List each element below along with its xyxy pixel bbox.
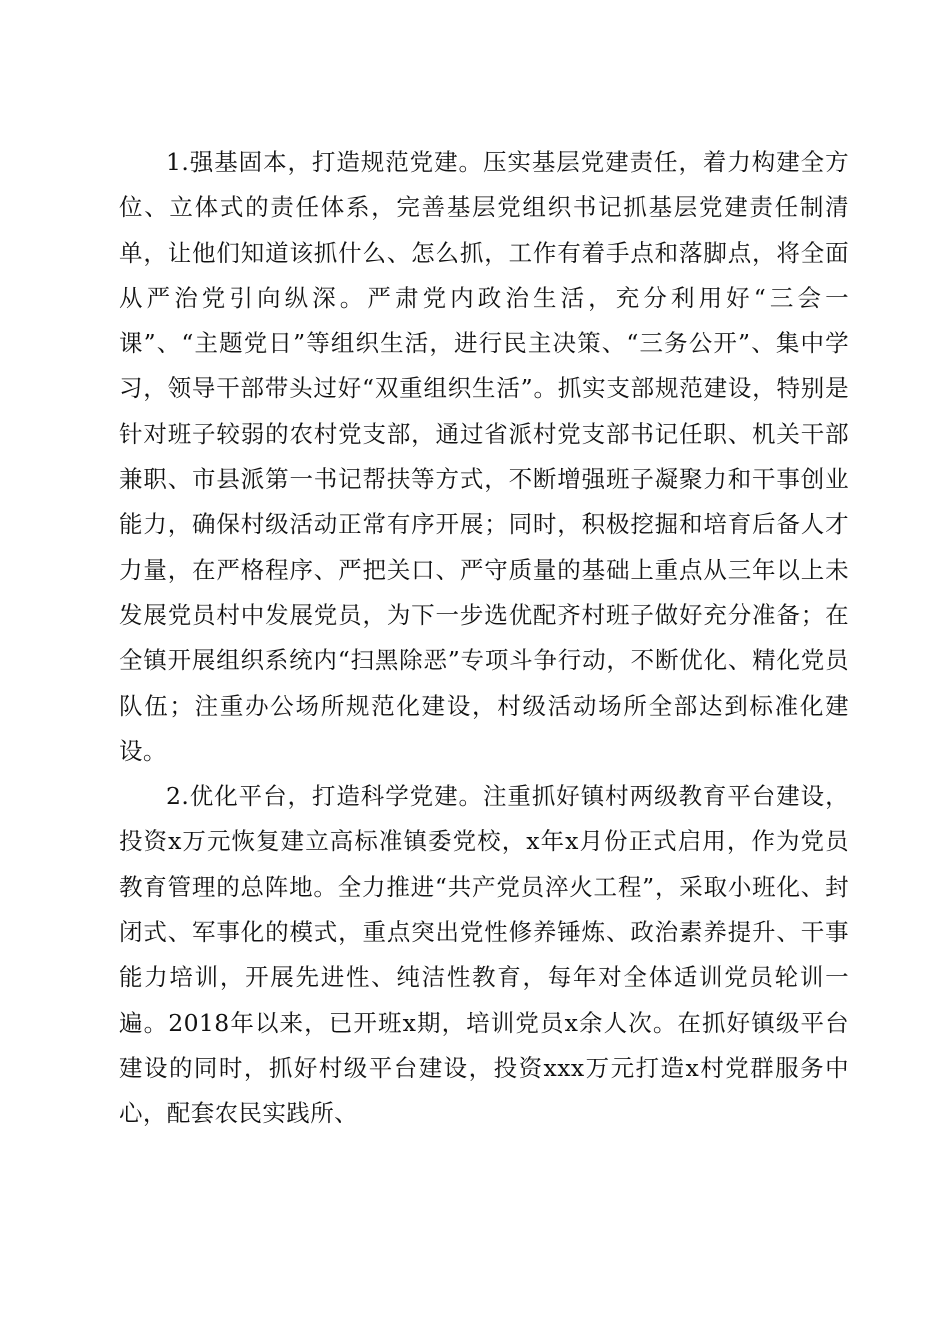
paragraph-1: 1.强基固本，打造规范党建。压实基层党建责任，着力构建全方位、立体式的责任体系，完善基层党组织书记抓基层党建责任制清单，让他们知道该抓什么、怎么抓，工作有着手点和落脚点，将全面从严治党引向纵深。严肃党内政治生活，充分利用好“三会一课”、“主题党日”等组织生活，进行民主决策、“三务公开”、集中学习，领导干部带头过好“双重组织生活”。抓实支部规范建设，特别是针对班子较弱的农村党支部，通过省派村党支部书记任职、机关干部兼职、市县派第一书记帮扶等方式，不断增强班子凝聚力和干事创业能力，确保村级活动正常有序开展；同时，积极挖掘和培育后备人才力量，在严格程序、严把关口、严守质量的基础上重点从三年以上未发展党员村中发展党员，为下一步选优配齐村班子做好充分准备；在全镇开展组织系统内“扫黑除恶”专项斗争行动，不断优化、精化党员队伍；注重办公场所规范化建设，村级活动场所全部达到标准化建设。	[119, 148, 849, 765]
paragraph-2: 2.优化平台，打造科学党建。注重抓好镇村两级教育平台建设，投资x万元恢复建立高标准镇委党校，x年x月份正式启用，作为党员教育管理的总阵地。全力推进“共产党员淬火工程”，采取小班化、封闭式、军事化的模式，重点突出党性修养锤炼、政治素养提升、干事能力培训，开展先进性、纯洁性教育，每年对全体适训党员轮训一遍。2018年以来，已开班x期，培训党员x余人次。在抓好镇级平台建设的同时，抓好村级平台建设，投资xxx万元打造x村党群服务中心，配套农民实践所、	[119, 782, 849, 1128]
document-body	[119, 140, 849, 1137]
